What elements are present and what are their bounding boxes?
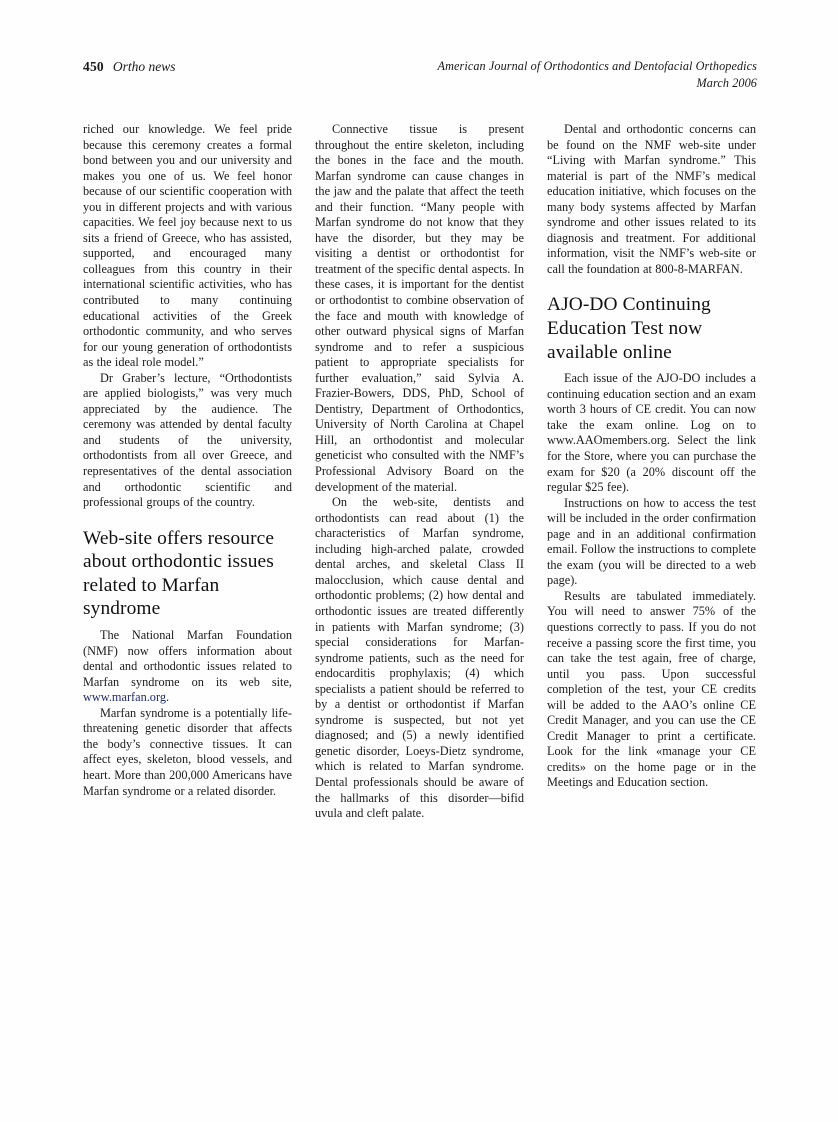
paragraph-nmf-offers-information: The National Marfan Foundation (NMF) now offers information about dental and orthodontic issues related to Marfan syndrome on its web site, www.marfan.org. [83, 628, 292, 705]
paragraph-connective-tissue: Connective tissue is present throughout the entire skeleton, including the bones in the face and the mouth. Marfan syndrome can cause changes in the jaw and the palate that affect the teeth and their function. “Many people with Marfan syndrome do not know that they have the disorder, but they may be visiting a dentist or orthodontist for treatment of the specific dental aspects. In these cases, it is important for the dentist or orthodontist to combine observation of the face and mouth with knowledge of other outward physical signs of Marfan syndrome and to refer a suspicious patient to appropriate specialists for further evaluation,” said Sylvia A. Frazier-Bowers, DDS, PhD, School of Dentistry, Department of Orthodontics, University of North Carolina at Chapel Hill, an orthodontist and molecular geneticist who consulted with the NMF’s Professional Advisory Board on the development of the material. [315, 122, 524, 494]
paragraph-dental-orthodontic-concerns: Dental and orthodontic concerns can be found on the NMF web-site under “Living with Marfan syndrome.” This material is part of the NMF’s medical education initiative, which focuses on the many body systems affected by Marfan syndrome and other issues related to its diagnosis and treatment. For additional information, visit the NMF’s web-site or call the foundation at 800-8-MARFAN. [547, 122, 756, 276]
heading-web-site-offers-resource: Web-site offers resource about orthodontic issues related to Marfan syndrome [83, 527, 275, 620]
running-head-right [438, 58, 757, 91]
heading-ajo-do-continuing-education-test: AJO-DO Continuing Education Test now available online [547, 294, 711, 363]
paragraph-graber-lecture: Dr Graber’s lecture, “Orthodontists are applied biologists,” was very much appreciated by the audience. The ceremony was attended by dental faculty and students of the university, orthodontists from all over Greece, and representatives of the dental association and orthodontic scientific and professional groups of the country. [83, 370, 292, 510]
running-head [83, 58, 757, 96]
paragraph-results-tabulated: Results are tabulated immediately. You will need to answer 75% of the questions correctly to pass. If you do not receive a passing score the first time, you can take the test again, free of charge, until you pass. Upon successful completion of the test, your CE credits will be added to the AAO’s online CE Credit Manager, and you can use the CE Credit Manager to print a certificate. Look for the link «manage your CE credits» on the home page or in the Meetings and Education section. [547, 588, 756, 790]
issue-date: March 2006 [696, 75, 757, 90]
column-2 [315, 122, 524, 822]
article-columns [83, 122, 757, 822]
web-link-marfan-org[interactable]: www.marfan.org [83, 690, 166, 705]
paragraph-instructions-on-access: Instructions on how to access the test will be included in the order confirmation page and in an additional confirmation email. Follow the instructions to complete the exam (you will be directed to a web page). [547, 495, 756, 588]
page-folio-number: 450 [83, 59, 104, 74]
paragraph-on-the-web-site-dentists: On the web-site, dentists and orthodontists can read about (1) the characteristics of Marfan syndrome, including high-arched palate, crowded dental arches, and skeletal Class II malocclusion, which cause dental and orthodontic problems; (2) how dental and orthodontic issues are treated differently in patients with Marfan syndrome; (3) special considerations for Marfan-syndrome patients, such as the need for endocarditis prophylaxis; (4) which specialists a patient should be referred to by a dentist or orthodontist if Marfan syndrome is suspected, but not yet diagnosed; and (5) a newly identified genetic disorder, Loeys-Dietz syndrome, which is related to Marfan syndrome. Dental professionals should be aware of the hallmarks of this disorder—bifid uvula and cleft palate. [315, 495, 524, 821]
paragraph-continued-ceremony: riched our knowledge. We feel pride because this ceremony creates a formal bond between you and our university and makes you one of us. We feel honor because of our scientific cooperation with you in different projects and with various capacities. We feel joy because next to us sits a friend of Greece, who has assisted, supported, and encouraged many colleagues from this country in their international scientific activities, who has contributed to many continuing educational activities of the Greek orthodontic community, and who serves for our young generation of orthodontists as the ideal role model.” [83, 122, 292, 370]
journal-title: American Journal of Orthodontics and Dentofacial Orthopedics [437, 59, 757, 73]
column-3 [547, 122, 756, 822]
running-head-left [83, 58, 176, 75]
running-head-section-title: Ortho news [112, 59, 176, 74]
column-1 [83, 122, 292, 822]
paragraph-each-issue-includes-ce: Each issue of the AJO-DO includes a continuing education section and an exam worth 3 hours of CE credit. You can now take the exam online. Log on to www.AAOmembers.org. Select the link for the Store, where you can purchase the exam for $20 (a 20% discount off the regular $25 fee). [547, 371, 756, 495]
paragraph-marfan-is-potentially-life-threatening: Marfan syndrome is a potentially life-threatening genetic disorder that affects the body’s connective tissues. It can affect eyes, skeleton, blood vessels, and heart. More than 200,000 Americans have Marfan syndrome or a related disorder. [83, 705, 292, 798]
